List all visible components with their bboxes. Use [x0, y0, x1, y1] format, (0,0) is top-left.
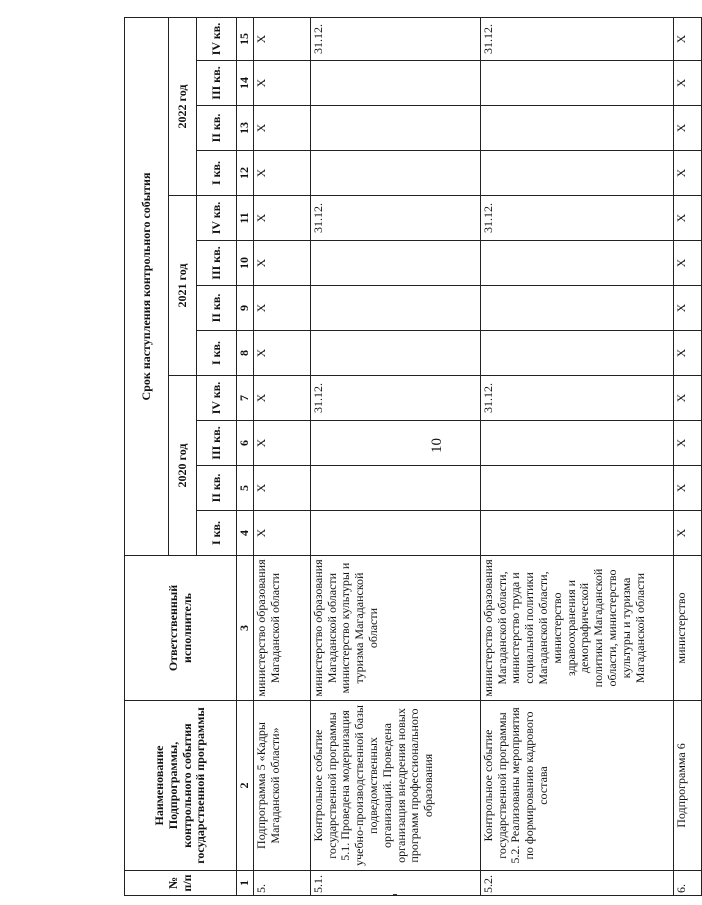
term-cell: [480, 151, 673, 196]
row-executor: министерство образования Магаданской области, министерство труда и социальной политики Магаданской области, министерство здравоохранения и демографической политики Магаданской области, министерство культуры и туризма Магаданской области: [480, 556, 673, 701]
term-cell: X: [253, 241, 310, 286]
term-cell: X: [673, 331, 701, 376]
header-col-no: № п/п: [125, 871, 237, 896]
header-col-term: Срок наступления контрольного события: [125, 17, 169, 555]
term-cell: [480, 61, 673, 106]
row-name: Контрольное событие государственной программы 5.1. Проведена модернизация учебно-производственной базы подведомственных организаций. Проведена организация внедрения новых программ профессионального образования: [310, 701, 480, 871]
term-cell: X: [253, 331, 310, 376]
term-cell: [310, 331, 480, 376]
column-number: 5: [237, 466, 254, 511]
quarter-label: III кв.: [197, 241, 237, 286]
term-cell: [310, 241, 480, 286]
term-cell: X: [673, 466, 701, 511]
table-row-5-1: [310, 17, 480, 895]
term-cell: 31.12.: [480, 196, 673, 241]
column-number: 15: [237, 17, 254, 60]
term-cell: X: [673, 241, 701, 286]
term-cell: X: [253, 286, 310, 331]
quarter-label: I кв.: [197, 151, 237, 196]
column-number: 1: [237, 871, 254, 896]
quarter-label: IV кв.: [197, 196, 237, 241]
row-executor: министерство образования Магаданской области: [253, 556, 310, 701]
table-row-5: [253, 17, 310, 895]
term-cell: X: [253, 61, 310, 106]
page-number: 10: [429, 438, 445, 453]
row-executor: министерство: [673, 556, 701, 701]
term-cell: [310, 151, 480, 196]
column-number: 3: [237, 556, 254, 701]
row-number: 5.1.: [310, 871, 480, 896]
term-cell: [480, 466, 673, 511]
term-cell: [480, 106, 673, 151]
term-cell: X: [673, 421, 701, 466]
term-cell: 31.12.: [310, 196, 480, 241]
term-cell: [310, 61, 480, 106]
column-number: 6: [237, 421, 254, 466]
column-number: 8: [237, 331, 254, 376]
term-cell: 31.12.: [310, 376, 480, 421]
term-cell: X: [253, 17, 310, 60]
term-cell: [310, 286, 480, 331]
term-cell: X: [673, 376, 701, 421]
row-number: 5.: [253, 871, 310, 896]
term-cell: X: [253, 511, 310, 556]
quarter-label: I кв.: [197, 511, 237, 556]
term-cell: X: [673, 17, 701, 60]
quarter-label: II кв.: [197, 286, 237, 331]
quarter-label: IV кв.: [197, 376, 237, 421]
year-2020: 2020 год: [169, 376, 197, 556]
term-cell: X: [253, 151, 310, 196]
quarter-label: III кв.: [197, 61, 237, 106]
term-cell: [310, 106, 480, 151]
term-cell: X: [673, 106, 701, 151]
quarter-label: IV кв.: [197, 17, 237, 60]
header-row-1: [125, 17, 169, 895]
term-cell: X: [253, 196, 310, 241]
term-cell: X: [253, 376, 310, 421]
year-2022: 2022 год: [169, 17, 197, 195]
term-cell: X: [253, 421, 310, 466]
quarter-label: II кв.: [197, 106, 237, 151]
header-col-name: Наименование Подпрограммы, контрольного события государственной программы: [125, 701, 237, 871]
column-number: 4: [237, 511, 254, 556]
row-executor: министерство образования Магаданской области министерство культуры и туризма Магаданской области: [310, 556, 480, 701]
row-number: 5.2.: [480, 871, 673, 896]
row-name: Подпрограмма 6: [673, 701, 701, 871]
column-number: 9: [237, 286, 254, 331]
term-cell: X: [673, 61, 701, 106]
term-cell: [310, 466, 480, 511]
column-number-row: [237, 17, 254, 895]
term-cell: [480, 286, 673, 331]
term-cell: X: [673, 286, 701, 331]
header-col-exec: Ответственный исполнитель: [125, 556, 237, 701]
quarter-label: I кв.: [197, 331, 237, 376]
rotated-table-container: [124, 18, 688, 896]
quarter-label: III кв.: [197, 421, 237, 466]
term-cell: X: [253, 466, 310, 511]
term-cell: [480, 511, 673, 556]
column-number: 7: [237, 376, 254, 421]
term-cell: X: [673, 151, 701, 196]
table-row-6: [673, 17, 701, 895]
term-cell: [480, 421, 673, 466]
year-2021: 2021 год: [169, 196, 197, 376]
term-cell: [480, 241, 673, 286]
term-cell: 31.12.: [480, 17, 673, 60]
term-cell: X: [673, 511, 701, 556]
term-cell: [480, 331, 673, 376]
term-cell: X: [253, 106, 310, 151]
term-cell: X: [673, 196, 701, 241]
row-name: Подпрограмма 5 «Кадры Магаданской области»: [253, 701, 310, 871]
control-events-table: [124, 17, 702, 896]
column-number: 2: [237, 701, 254, 871]
column-number: 12: [237, 151, 254, 196]
term-cell: 31.12.: [480, 376, 673, 421]
column-number: 11: [237, 196, 254, 241]
row-name: Контрольное событие государственной программы 5.2. Реализованы мероприятия по формированию кадрового состава: [480, 701, 673, 871]
term-cell: [310, 421, 480, 466]
row-number: 6.: [673, 871, 701, 896]
table-row-5-2: [480, 17, 673, 895]
column-number: 14: [237, 61, 254, 106]
term-cell: 31.12.: [310, 17, 480, 60]
column-number: 13: [237, 106, 254, 151]
quarter-label: II кв.: [197, 466, 237, 511]
term-cell: [310, 511, 480, 556]
column-number: 10: [237, 241, 254, 286]
